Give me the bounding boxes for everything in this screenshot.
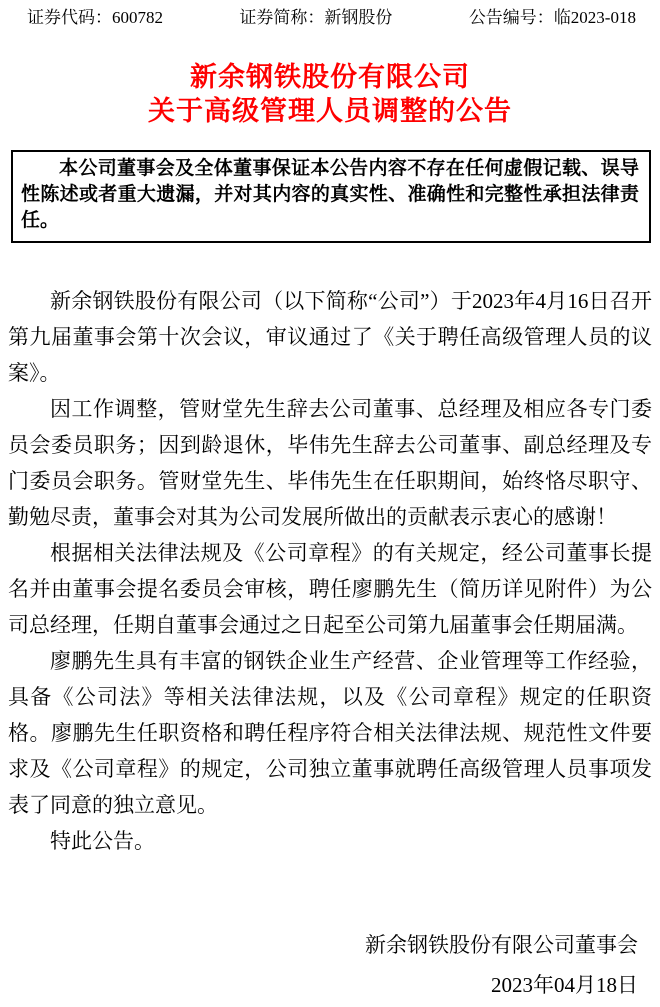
announcement-body (8, 283, 652, 859)
announcement-title (0, 60, 660, 128)
body-paragraph-meeting: 新余钢铁股份有限公司（以下简称“公司”）于2023年4月16日召开第九届董事会第十次会议，审议通过了《关于聘任高级管理人员的议案》。 (8, 289, 652, 385)
body-paragraph-resignations: 因工作调整，管财堂先生辞去公司董事、总经理及相应各专门委员会委员职务；因到龄退休，毕伟先生辞去公司董事、副总经理及专门委员会职务。管财堂先生、毕伟先生在任职期间，始终恪尽职守、勤勉尽责，董事会对其为公司发展所做出的贡献表示衷心的感谢！ (8, 397, 652, 529)
disclaimer-box (11, 150, 651, 243)
signature-block (0, 925, 660, 1005)
stock-code-label: 证券代码： (27, 8, 112, 27)
title-subject-line: 关于高级管理人员调整的公告 (148, 96, 512, 126)
announcement-number-value: 临2023-018 (553, 8, 636, 27)
announcement-number-label: 公告编号： (468, 8, 554, 27)
stock-name-value: 新钢股份 (324, 8, 393, 27)
stock-name (239, 8, 392, 28)
body-paragraph-qualifications: 廖鹏先生具有丰富的钢铁企业生产经营、企业管理等工作经验，具备《公司法》等相关法律法规，以及《公司章程》规定的任职资格。廖鹏先生任职资格和聘任程序符合相关法律法规、规范性文件要求及《公司章程》的规定，公司独立董事就聘任高级管理人员事项发表了同意的独立意见。 (8, 649, 652, 817)
date: 2023年04月18日 (491, 973, 638, 997)
title-company-line: 新余钢铁股份有限公司 (190, 62, 470, 92)
stock-code-value: 600782 (112, 8, 163, 27)
body-paragraph-appointment: 根据相关法律法规及《公司章程》的有关规定，经公司董事长提名并由董事会提名委员会审核，聘任廖鹏先生（简历详见附件）为公司总经理，任期自董事会通过之日起至公司第九届董事会任期届满。 (8, 541, 652, 637)
document-header (0, 0, 660, 28)
stock-code (27, 8, 163, 28)
stock-name-label: 证券简称： (239, 8, 325, 27)
closing-statement: 特此公告。 (50, 829, 155, 853)
disclaimer-text: 本公司董事会及全体董事保证本公告内容不存在任何虚假记载、误导性陈述或者重大遗漏，并对其内容的真实性、准确性和完整性承担法律责任。 (21, 158, 639, 231)
signature: 新余钢铁股份有限公司董事会 (365, 933, 638, 957)
announcement-number (469, 8, 636, 28)
